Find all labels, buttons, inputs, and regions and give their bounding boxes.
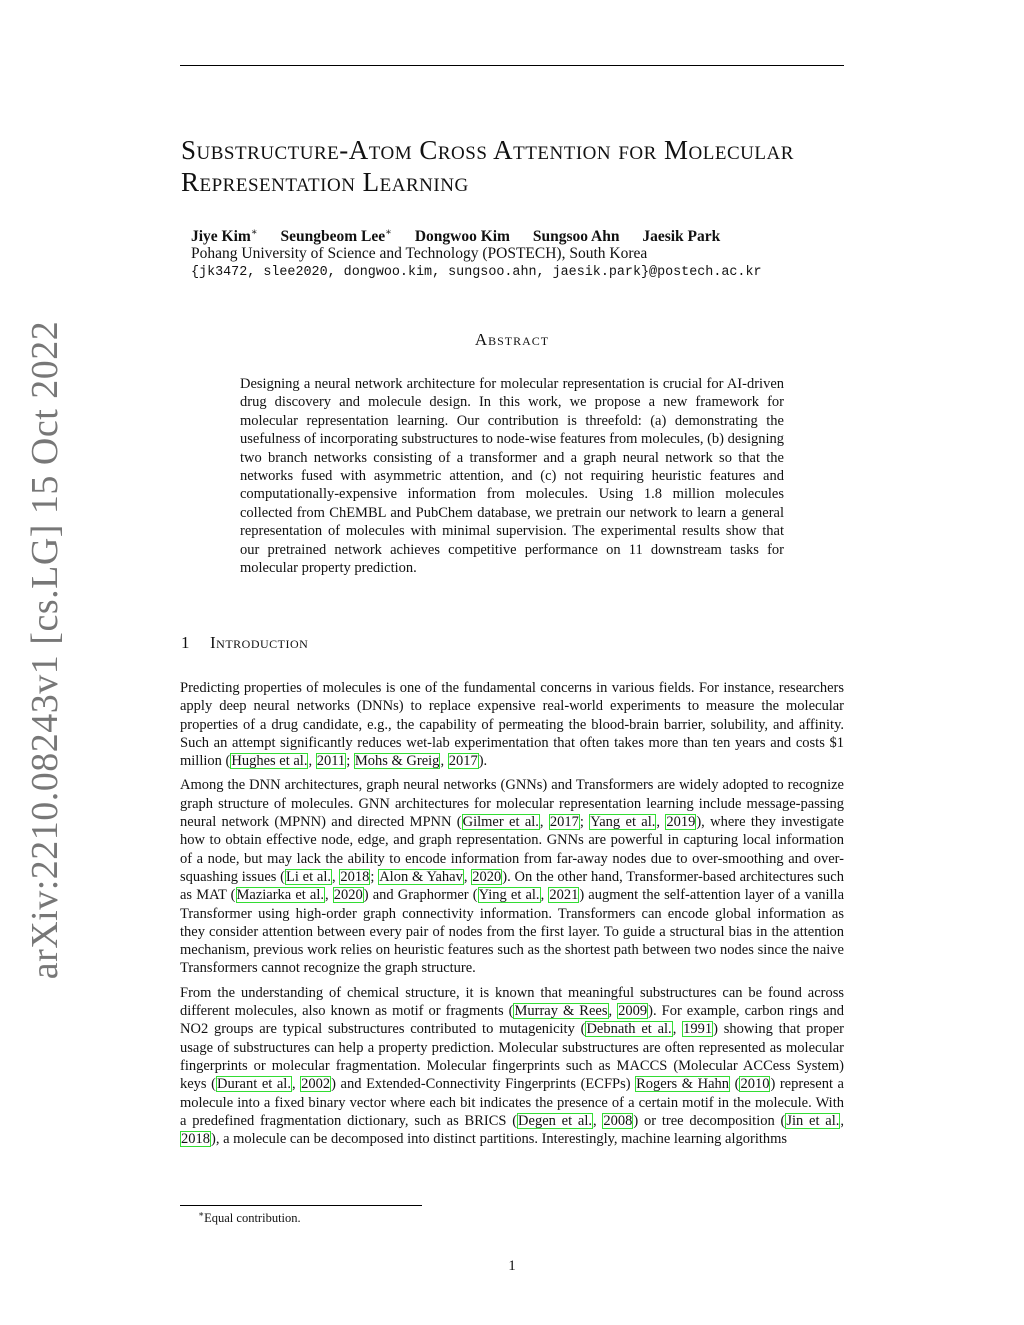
citation-link[interactable]: Ying et al. (478, 887, 540, 904)
citation-link[interactable]: 1991 (683, 1021, 713, 1038)
citation-link[interactable]: 2021 (549, 887, 579, 904)
author-list (191, 227, 739, 246)
citation-link[interactable]: Debnath et al. (586, 1021, 672, 1038)
citation-link[interactable]: Rogers & Hahn (636, 1076, 730, 1093)
paragraph: Predicting properties of molecules is one of the fundamental concerns in various fields. For instance, researchers apply deep neural networks (DNNs) to replace expensive real-world experiments to measure the molecular properties of a drug candidate, e.g., the capability of permeating the blood-brain barrier, solubility, and affinity. Such an attempt significantly reduces wet-lab experimentation that often takes more than ten years and costs $1 million (Hughes et al., 2011; Mohs & Greig, 2017). (180, 680, 844, 770)
citation-link[interactable]: Gilmer et al. (462, 814, 539, 831)
citation-link[interactable]: 2008 (603, 1112, 633, 1129)
section-title: Introduction (210, 633, 309, 652)
introduction-body (180, 679, 844, 1154)
abstract-text: Designing a neural network architecture for molecular representation is crucial for AI-driven drug discovery and molecule design. In this work, we propose a new framework for molecular representation learning. Our contribution is threefold: (a) demonstrating the usefulness of incorporating substructures to node-wise features from molecules, (b) designing two branch networks consisting of a transformer and a graph neural network so that the networks fused with asymmetric attention, and (c) not requiring heuristic features and computationally-expensive information from molecules. Using 1.8 million molecules collected from ChEMBL and PubChem database, we pretrain our network to learn a general representation of molecules with minimal supervision. The experimental results show that our pretrained network achieves competitive performance on 11 downstream tasks for molecular property prediction. (240, 376, 785, 577)
author-emails: {jk3472, slee2020, dongwoo.kim, sungsoo.ahn, jaesik.park}@postech.ac.kr (191, 265, 762, 280)
citation-link[interactable]: Alon & Yahav (379, 868, 463, 885)
citation-link[interactable]: 2017 (448, 753, 478, 770)
paper-title: Substructure-Atom Cross Attention for Molecular Representation Learning (181, 135, 794, 197)
citation-link[interactable]: 2010 (740, 1076, 770, 1093)
section-number: 1 (181, 633, 190, 652)
author: Dongwoo Kim (414, 228, 510, 246)
affiliation: Pohang University of Science and Technology (POSTECH), South Korea (191, 245, 648, 262)
author: Jaesik Park (642, 228, 721, 246)
footnote: ∗Equal contribution. (198, 1209, 301, 1226)
abstract-heading: Abstract (474, 330, 550, 349)
citation-link[interactable]: Yang et al. (590, 814, 656, 831)
citation-link[interactable]: Hughes et al. (231, 753, 308, 770)
citation-link[interactable]: 2017 (549, 814, 579, 831)
citation-link[interactable]: Degen et al. (518, 1112, 592, 1129)
footnote-rule (180, 1205, 422, 1206)
citation-link[interactable]: 2018 (181, 1131, 210, 1148)
citation-link[interactable]: 2019 (666, 814, 696, 831)
section-heading-introduction (181, 633, 308, 653)
author: Jiye Kim∗ (191, 227, 258, 246)
author: Seungbeom Lee∗ (280, 227, 392, 246)
citation-link[interactable]: 2020 (472, 868, 502, 885)
citation-link[interactable]: Jin et al. (786, 1112, 840, 1129)
top-rule (180, 65, 844, 66)
citation-link[interactable]: Murray & Rees (514, 1003, 608, 1020)
citation-link[interactable]: Mohs & Greig (354, 753, 440, 770)
paragraph: Among the DNN architectures, graph neural networks (GNNs) and Transformers are widely adopted to recognize graph structure of molecules. GNN architectures for molecular representation learning include message-passing neural network (MPNN) and directed MPNN (Gilmer et al., 2017; Yang et al., 2019), where they investigate how to obtain effective node, edge, and graph representation. GNNs are powerful in capturing local information of a node, but may lack the ability to encode information from far-away nodes due to over-smoothing and over-squashing issues (Li et al., 2018; Alon & Yahav, 2020). On the other hand, Transformer-based architectures such as MAT (Maziarka et al., 2020) and Graphormer (Ying et al., 2021) augment the self-attention layer of a vanilla Transformer using high-order graph connectivity information. Transformers can encode global information as they consider attention between every pair of nodes from the first layer. To guide a structural bias in the attention mechanism, previous work relies on heuristic features such as the shortest path between two nodes since the naive Transformers cannot recognize the graph structure. (180, 777, 845, 977)
citation-link[interactable]: 2002 (301, 1076, 331, 1093)
paragraph: From the understanding of chemical structure, it is known that meaningful substructures can be found across different molecules, also known as motif or fragments (Murray & Rees, 2009). For example, carbon rings and NO2 groups are typical substructures contributed to mutagenicity (Debnath et al., 1991) showing that proper usage of substructures can help a property prediction. Molecular substructures are often represented as molecular fingerprints or molecular fragmentation. Molecular fingerprints such as MACCS (Molecular ACCess System) keys (Durant et al., 2002) and Extended-Connectivity Fingerprints (ECFPs) Rogers & Hahn (2010) represent a molecule into a fixed binary vector where each bit indicates the presence of a certain motif in the molecule. With a predefined fragmentation dictionary, such as BRICS (Degen et al., 2008) or tree decomposition (Jin et al., 2018), a molecule can be decomposed into distinct partitions. Interestingly, machine learning algorithms (180, 984, 845, 1148)
citation-link[interactable]: 2020 (333, 887, 363, 904)
citation-link[interactable]: Li et al. (286, 868, 331, 885)
author: Sungsoo Ahn (532, 228, 620, 246)
citation-link[interactable]: 2018 (340, 868, 370, 885)
citation-link[interactable]: Durant et al. (216, 1076, 291, 1093)
arxiv-stamp: arXiv:2210.08243v1 [cs.LG] 15 Oct 2022 (24, 320, 66, 980)
citation-link[interactable]: 2009 (618, 1003, 648, 1020)
page-number: 1 (508, 1258, 516, 1274)
citation-link[interactable]: Maziarka et al. (236, 887, 325, 904)
citation-link[interactable]: 2011 (316, 753, 346, 770)
